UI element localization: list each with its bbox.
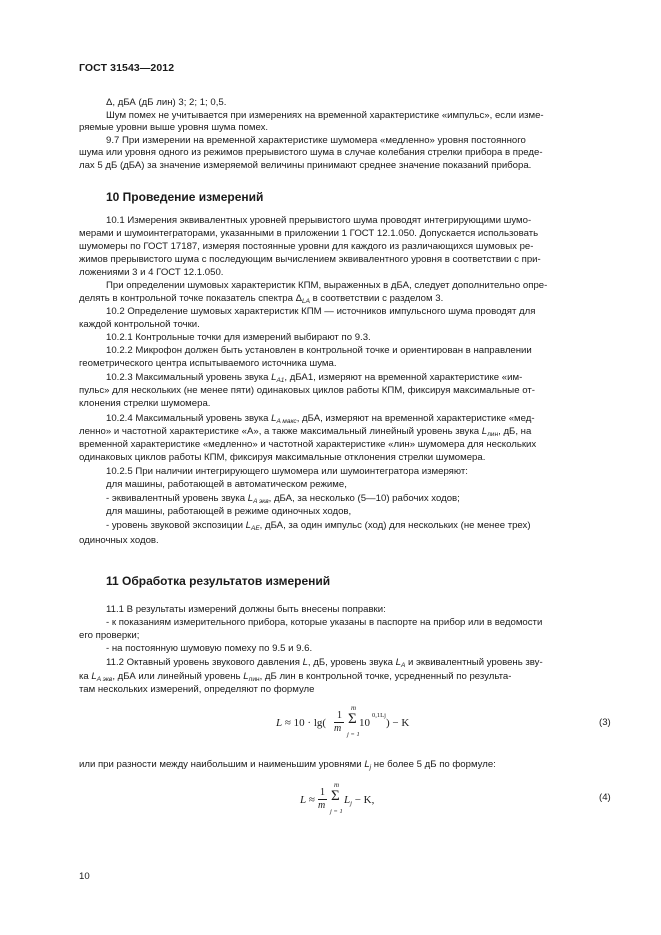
paragraph-10-2-5-line: одиночных ходов.: [79, 535, 159, 546]
paragraph-10-2-4-line: временной характеристике «медленно» и частотной характеристике «лин» шумомера для нескольких: [79, 439, 537, 450]
paragraph-10-1-line: жимов прерывистого шума с последующим вычислением эквивалентного уровня в соответствии с при-: [79, 254, 541, 265]
paragraph-9-7-line: лах 5 дБ (дБА) за значение измеряемой величины принимают среднее значение показаний прибора.: [79, 160, 532, 171]
paragraph-10-2-3-line: 10.2.3 Максимальный уровень звука $L_{A1}$, дБА1, измеряют на временной характеристике «им-: [106, 372, 523, 384]
formula-4-number: (4): [599, 792, 611, 803]
paragraph-line: ряемые уровни выше уровня шума помех.: [79, 122, 269, 133]
paragraph-10-1-line: 10.1 Измерения эквивалентных уровней прерывистого шума проводят интегрирующими шумо-: [106, 215, 532, 226]
paragraph-10-1-line: ложениями 3 и 4 ГОСТ 12.1.050.: [79, 267, 224, 278]
paragraph-10-2-5-line: для машины, работающей в режиме одиночных ходов,: [106, 506, 352, 517]
paragraph-10-2-5-line: для машины, работающей в автоматическом режиме,: [106, 479, 347, 490]
section-10-heading: 10 Проведение измерений: [106, 190, 264, 204]
formula-3: L ≈ 10 · lg( 1 m m Σ j = 1 10 0,1Lj ) − K: [276, 704, 410, 738]
paragraph-10-2-5-line: - эквивалентный уровень звука $L_{A экв}$, дБА, за несколько (5—10) рабочих ходов;: [106, 493, 460, 505]
between-formulas-line: или при разности между наибольшим и наименьшим уровнями $L_j$ не более 5 дБ по формуле:: [79, 759, 496, 771]
paragraph-kpm-line: При определении шумовых характеристик КПМ, выраженных в дБА, следует дополнительно опре-: [106, 280, 548, 291]
delta-values-line: Δ, дБА (дБ лин) 3; 2; 1; 0,5.: [106, 97, 227, 108]
paragraph-10-2-3-line: пульс» для нескольких (не менее пяти) одинаковых циклов работы КПМ, фиксируя максимальные от-: [79, 385, 535, 396]
paragraph-10-2-line: каждой контрольной точки.: [79, 319, 200, 330]
paragraph-11-2-line: ка $L_{A экв}$, дБА или линейный уровень $L_{лин}$, дБ лин в контрольной точке, усредненный по результа-: [79, 671, 512, 683]
section-11-heading: 11 Обработка результатов измерений: [106, 574, 331, 588]
paragraph-11-1-line: - к показаниям измерительного прибора, которые указаны в паспорте на прибор или в ведомости: [106, 617, 543, 628]
paragraph-11-1-line: его проверки;: [79, 630, 140, 641]
paragraph-10-2-2-line: геометрического центра испытываемого источника шума.: [79, 358, 337, 369]
paragraph-10-2-2-line: 10.2.2 Микрофон должен быть установлен в контрольной точке и ориентирован в направлении: [106, 345, 532, 356]
paragraph-10-1-line: мерами и шумоинтеграторами, указанными в приложении 1 ГОСТ 12.1.050. Допускается использовать: [79, 228, 539, 239]
page-number: 10: [79, 871, 90, 882]
paragraph-kpm-line: делять в контрольной точке показатель спектра $\Delta_{LA}$ в соответствии с разделом 3.: [79, 293, 444, 305]
paragraph-9-7-line: 9.7 При измерении на временной характеристике шумомера «медленно» уровня постоянного: [106, 135, 526, 146]
paragraph-11-2-line: там нескольких измерений, определяют по формуле: [79, 684, 315, 695]
paragraph-10-2-1: 10.2.1 Контрольные точки для измерений выбирают по 9.3.: [106, 332, 371, 343]
paragraph-10-2-4-line: 10.2.4 Максимальный уровень звука $L_{A макс}$, дБА, измеряют на временной характеристике «мед-: [106, 413, 535, 425]
paragraph-11-2-line: 11.2 Октавный уровень звукового давления L, дБ, уровень звука $L_A$ и эквивалентный уровень зву-: [106, 657, 543, 669]
paragraph-10-2-5-line: - уровень звуковой экспозиции $L_{AE}$, дБА, за один импульс (ход) для нескольких (не менее трех): [106, 520, 531, 532]
document-header: ГОСТ 31543—2012: [79, 62, 175, 74]
paragraph-10-2-5-line: 10.2.5 При наличии интегрирующего шумомера или шумоинтегратора измеряют:: [106, 466, 468, 477]
paragraph-11-1-line: - на постоянную шумовую помеху по 9.5 и 9.6.: [106, 643, 313, 654]
paragraph-10-2-4-line: ленно» и частотной характеристике «А», а также максимальный линейный уровень звука $L_{лин}$, дБ, на: [79, 426, 532, 438]
formula-4: L ≈ 1 m m Σ j = 1 $L_j - K$,: [300, 781, 375, 815]
paragraph-10-2-line: 10.2 Определение шумовых характеристик КПМ — источников импульсного шума проводят для: [106, 306, 536, 317]
formula-3-number: (3): [599, 717, 611, 728]
paragraph-11-1-line: 11.1 В результаты измерений должны быть внесены поправки:: [106, 604, 386, 615]
paragraph-9-7-line: шума или уровня одного из режимов прерывистого шума в случае колебания стрелки прибора в преде-: [79, 147, 543, 158]
paragraph-10-1-line: шумомеры по ГОСТ 17187, измеряя постоянные уровни для каждого из различающихся шумовых ре-: [79, 241, 534, 252]
paragraph-line: Шум помех не учитывается при измерениях на временной характеристике «импульс», если изме-: [106, 110, 544, 121]
paragraph-10-2-4-line: одинаковых циклов работы КПМ, фиксируя максимальные отклонения стрелки шумомера.: [79, 452, 486, 463]
paragraph-10-2-3-line: клонения стрелки шумомера.: [79, 398, 211, 409]
